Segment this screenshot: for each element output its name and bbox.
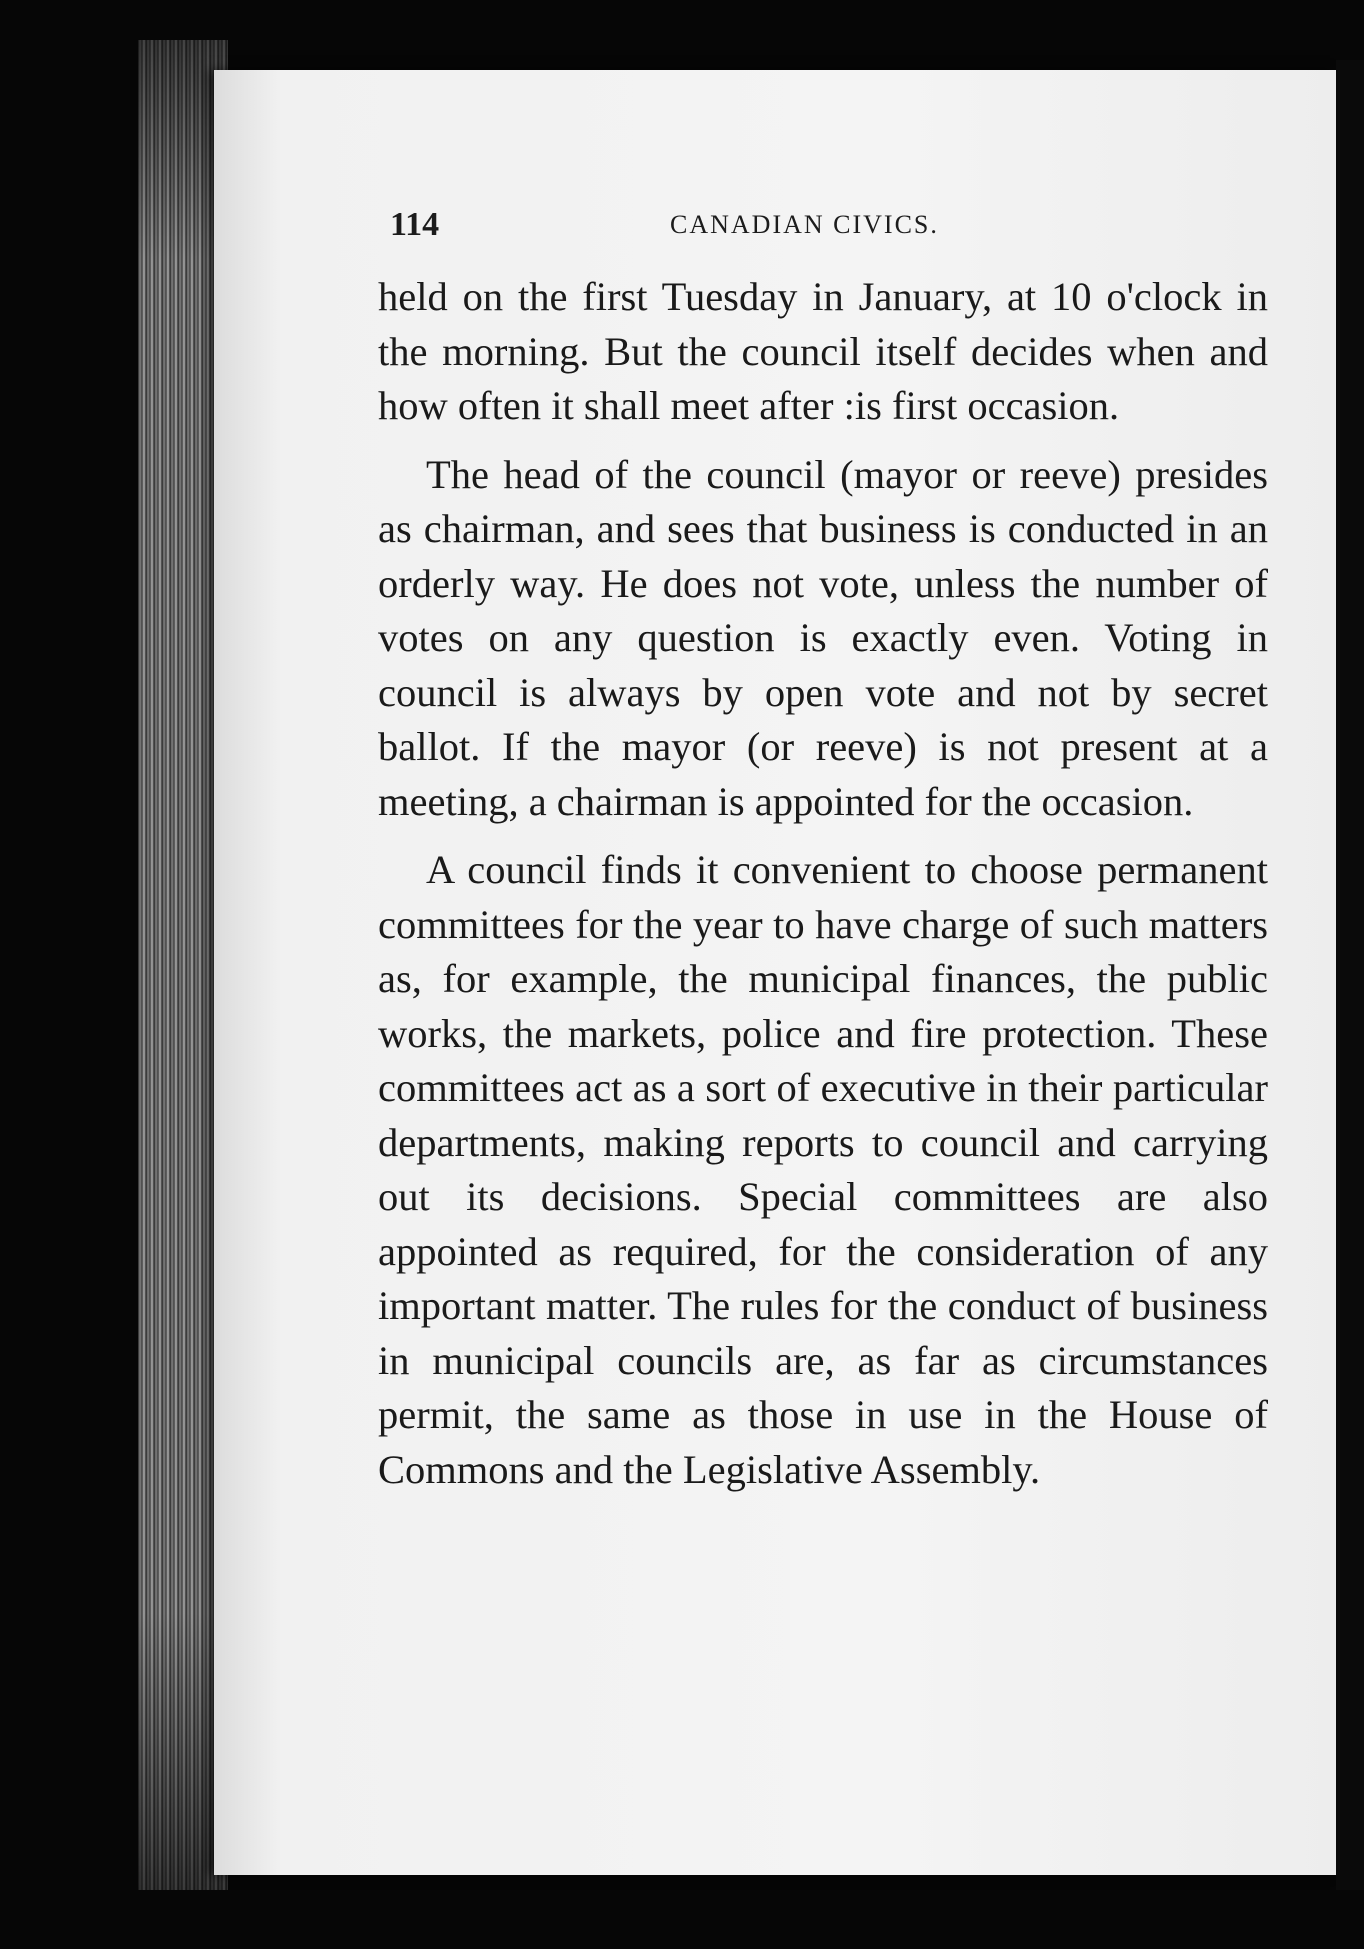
scan-border: [1336, 60, 1364, 1890]
paragraph-committees: A council finds it convenient to choose permanent committees for the year to have charge of such matters as, for example, the municipal finances, the public works, the markets, police and fire protection. These committees act as a sort of executive in their particular departments, making reports to council and carrying out its decisions. Special committees are also appointed as required, for the consideration of any important matter. The rules for the conduct of business in municipal councils are, as far as circumstances permit, the same as those in use in the House of Commons and the Legislative Assembly.: [378, 847, 1268, 1492]
paragraph-continuation: held on the first Tuesday in January, at 10 o'clock in the morning. But the council itself decides when and how often it shall meet after :is first occasion.: [378, 274, 1268, 428]
body-text: [378, 270, 1268, 1511]
page-number: 114: [390, 206, 440, 243]
running-title: CANADIAN CIVICS.: [670, 210, 939, 239]
paragraph-council-head: The head of the council (mayor or reeve) presides as chairman, and sees that business is conducted in an orderly way. He does not vote, unless the number of votes on any question is exactly even. Voting in council is always by open vote and not by secret ballot. If the mayor (or reeve) is not present at a meeting, a chairman is appointed for the occasion.: [378, 451, 1268, 824]
running-head: [390, 200, 1250, 260]
